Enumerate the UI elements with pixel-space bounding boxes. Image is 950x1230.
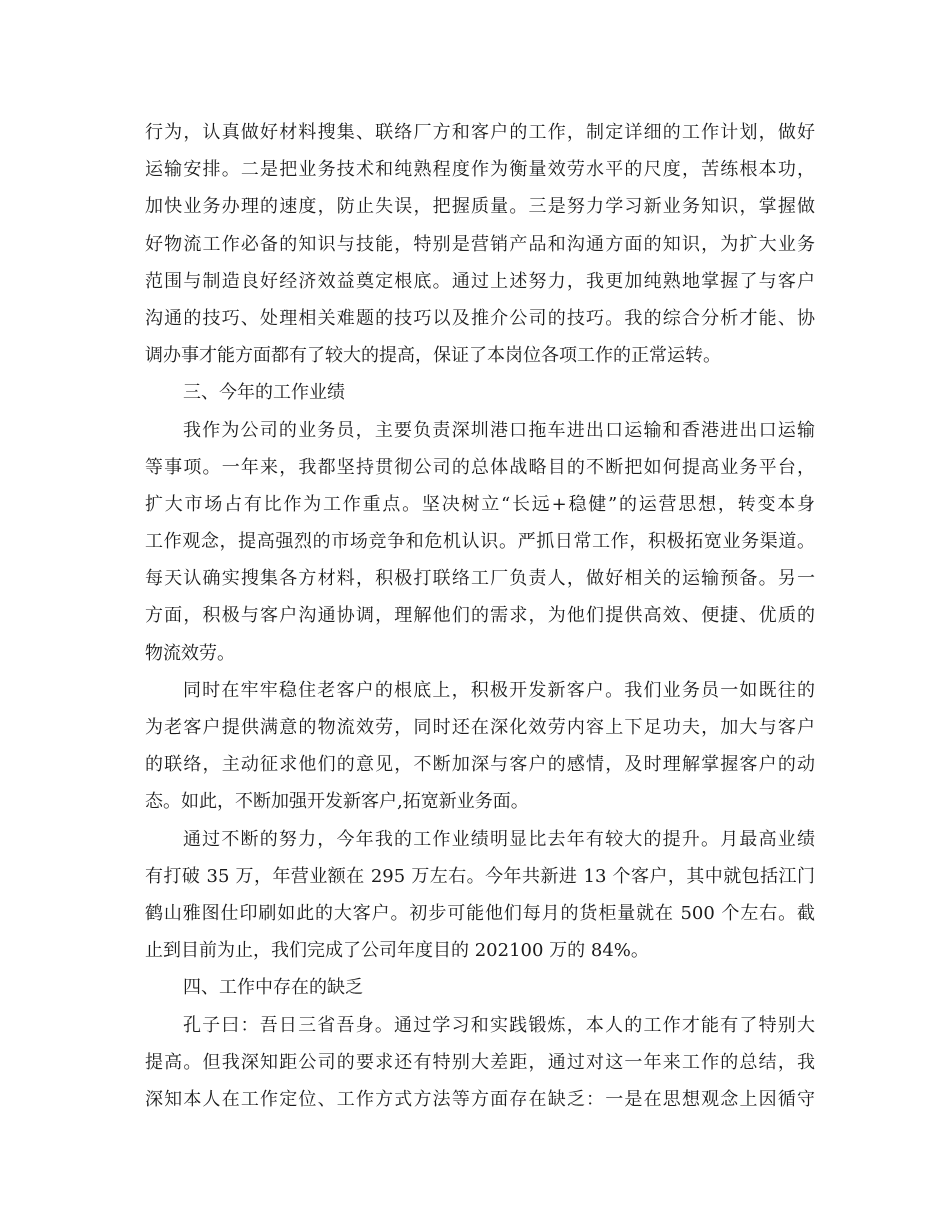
text-line: 提高。但我深知距公司的要求还有特别大差距，通过对这一年来工作的总结，我 [145,1051,815,1073]
text-line: 同时在牢牢稳住老客户的根底上，积极开发新客户。我们业务员一如既往的 [183,679,815,701]
text-line: 鹤山雅图仕印刷如此的大客户。初步可能他们每月的货柜量就在 500 个左右。截 [145,902,815,924]
text-line: 范围与制造良好经济效益奠定根底。通过上述努力，我更加纯熟地掌握了与客户 [145,270,815,292]
text-line: 深知本人在工作定位、工作方式方法等方面存在缺乏：一是在思想观念上因循守 [145,1088,815,1110]
text-line: 等事项。一年来，我都坚持贯彻公司的总体战略目的不断把如何提高业务平台， [145,456,815,478]
text-line: 好物流工作必备的知识与技能，特别是营销产品和沟通方面的知识，为扩大业务 [145,233,815,255]
text-line: 为老客户提供满意的物流效劳，同时还在深化效劳内容上下足功夫，加大与客户 [145,717,815,738]
text-line: 工作观念，提高强烈的市场竞争和危机认识。严抓日常工作，积极拓宽业务渠道。 [145,531,815,553]
text-line: 物流效劳。 [145,642,235,664]
text-line: 我作为公司的业务员，主要负责深圳港口拖车进出口运输和香港进出口运输 [183,419,815,441]
text-line: 的联络，主动征求他们的意见，不断加深与客户的感情，及时理解掌握客户的动 [145,754,815,776]
text-line: 通过不断的努力，今年我的工作业绩明显比去年有较大的提升。月最高业绩 [183,828,815,850]
text-line: 每天认确实搜集各方材料，积极打联络工厂负责人，做好相关的运输预备。另一 [145,568,815,590]
text-line: 行为，认真做好材料搜集、联络厂方和客户的工作，制定详细的工作计划，做好 [145,122,815,143]
document-body [145,114,815,1118]
text-line: 扩大市场占有比作为工作重点。坚决树立“长远+稳健”的运营思想，转变本身 [145,493,815,515]
text-line: 三、今年的工作业绩 [183,382,345,404]
text-line: 加快业务办理的速度，防止失误，把握质量。三是努力学习新业务知识，掌握做 [145,196,815,218]
text-line: 态。如此，不断加强开发新客户,拓宽新业务面。 [145,791,529,813]
text-line: 四、工作中存在的缺乏 [183,977,363,999]
text-line: 调办事才能方面都有了较大的提高，保证了本岗位各项工作的正常运转。 [145,345,721,367]
text-line: 沟通的技巧、处理相关难题的技巧以及推介公司的技巧。我的综合分析才能、协 [145,307,815,329]
text-line: 有打破 35 万，年营业额在 295 万左右。今年共新进 13 个客户，其中就包括江门 [145,865,815,887]
text-line: 孔子曰：吾日三省吾身。通过学习和实践锻炼，本人的工作才能有了特别大 [183,1014,815,1036]
text-line: 运输安排。二是把业务技术和纯熟程度作为衡量效劳水平的尺度，苦练根本功， [145,159,815,181]
text-line: 止到目前为止，我们完成了公司年度目的 202100 万的 84%。 [145,940,649,962]
text-line: 方面，积极与客户沟通协调，理解他们的需求，为他们提供高效、便捷、优质的 [145,605,815,627]
